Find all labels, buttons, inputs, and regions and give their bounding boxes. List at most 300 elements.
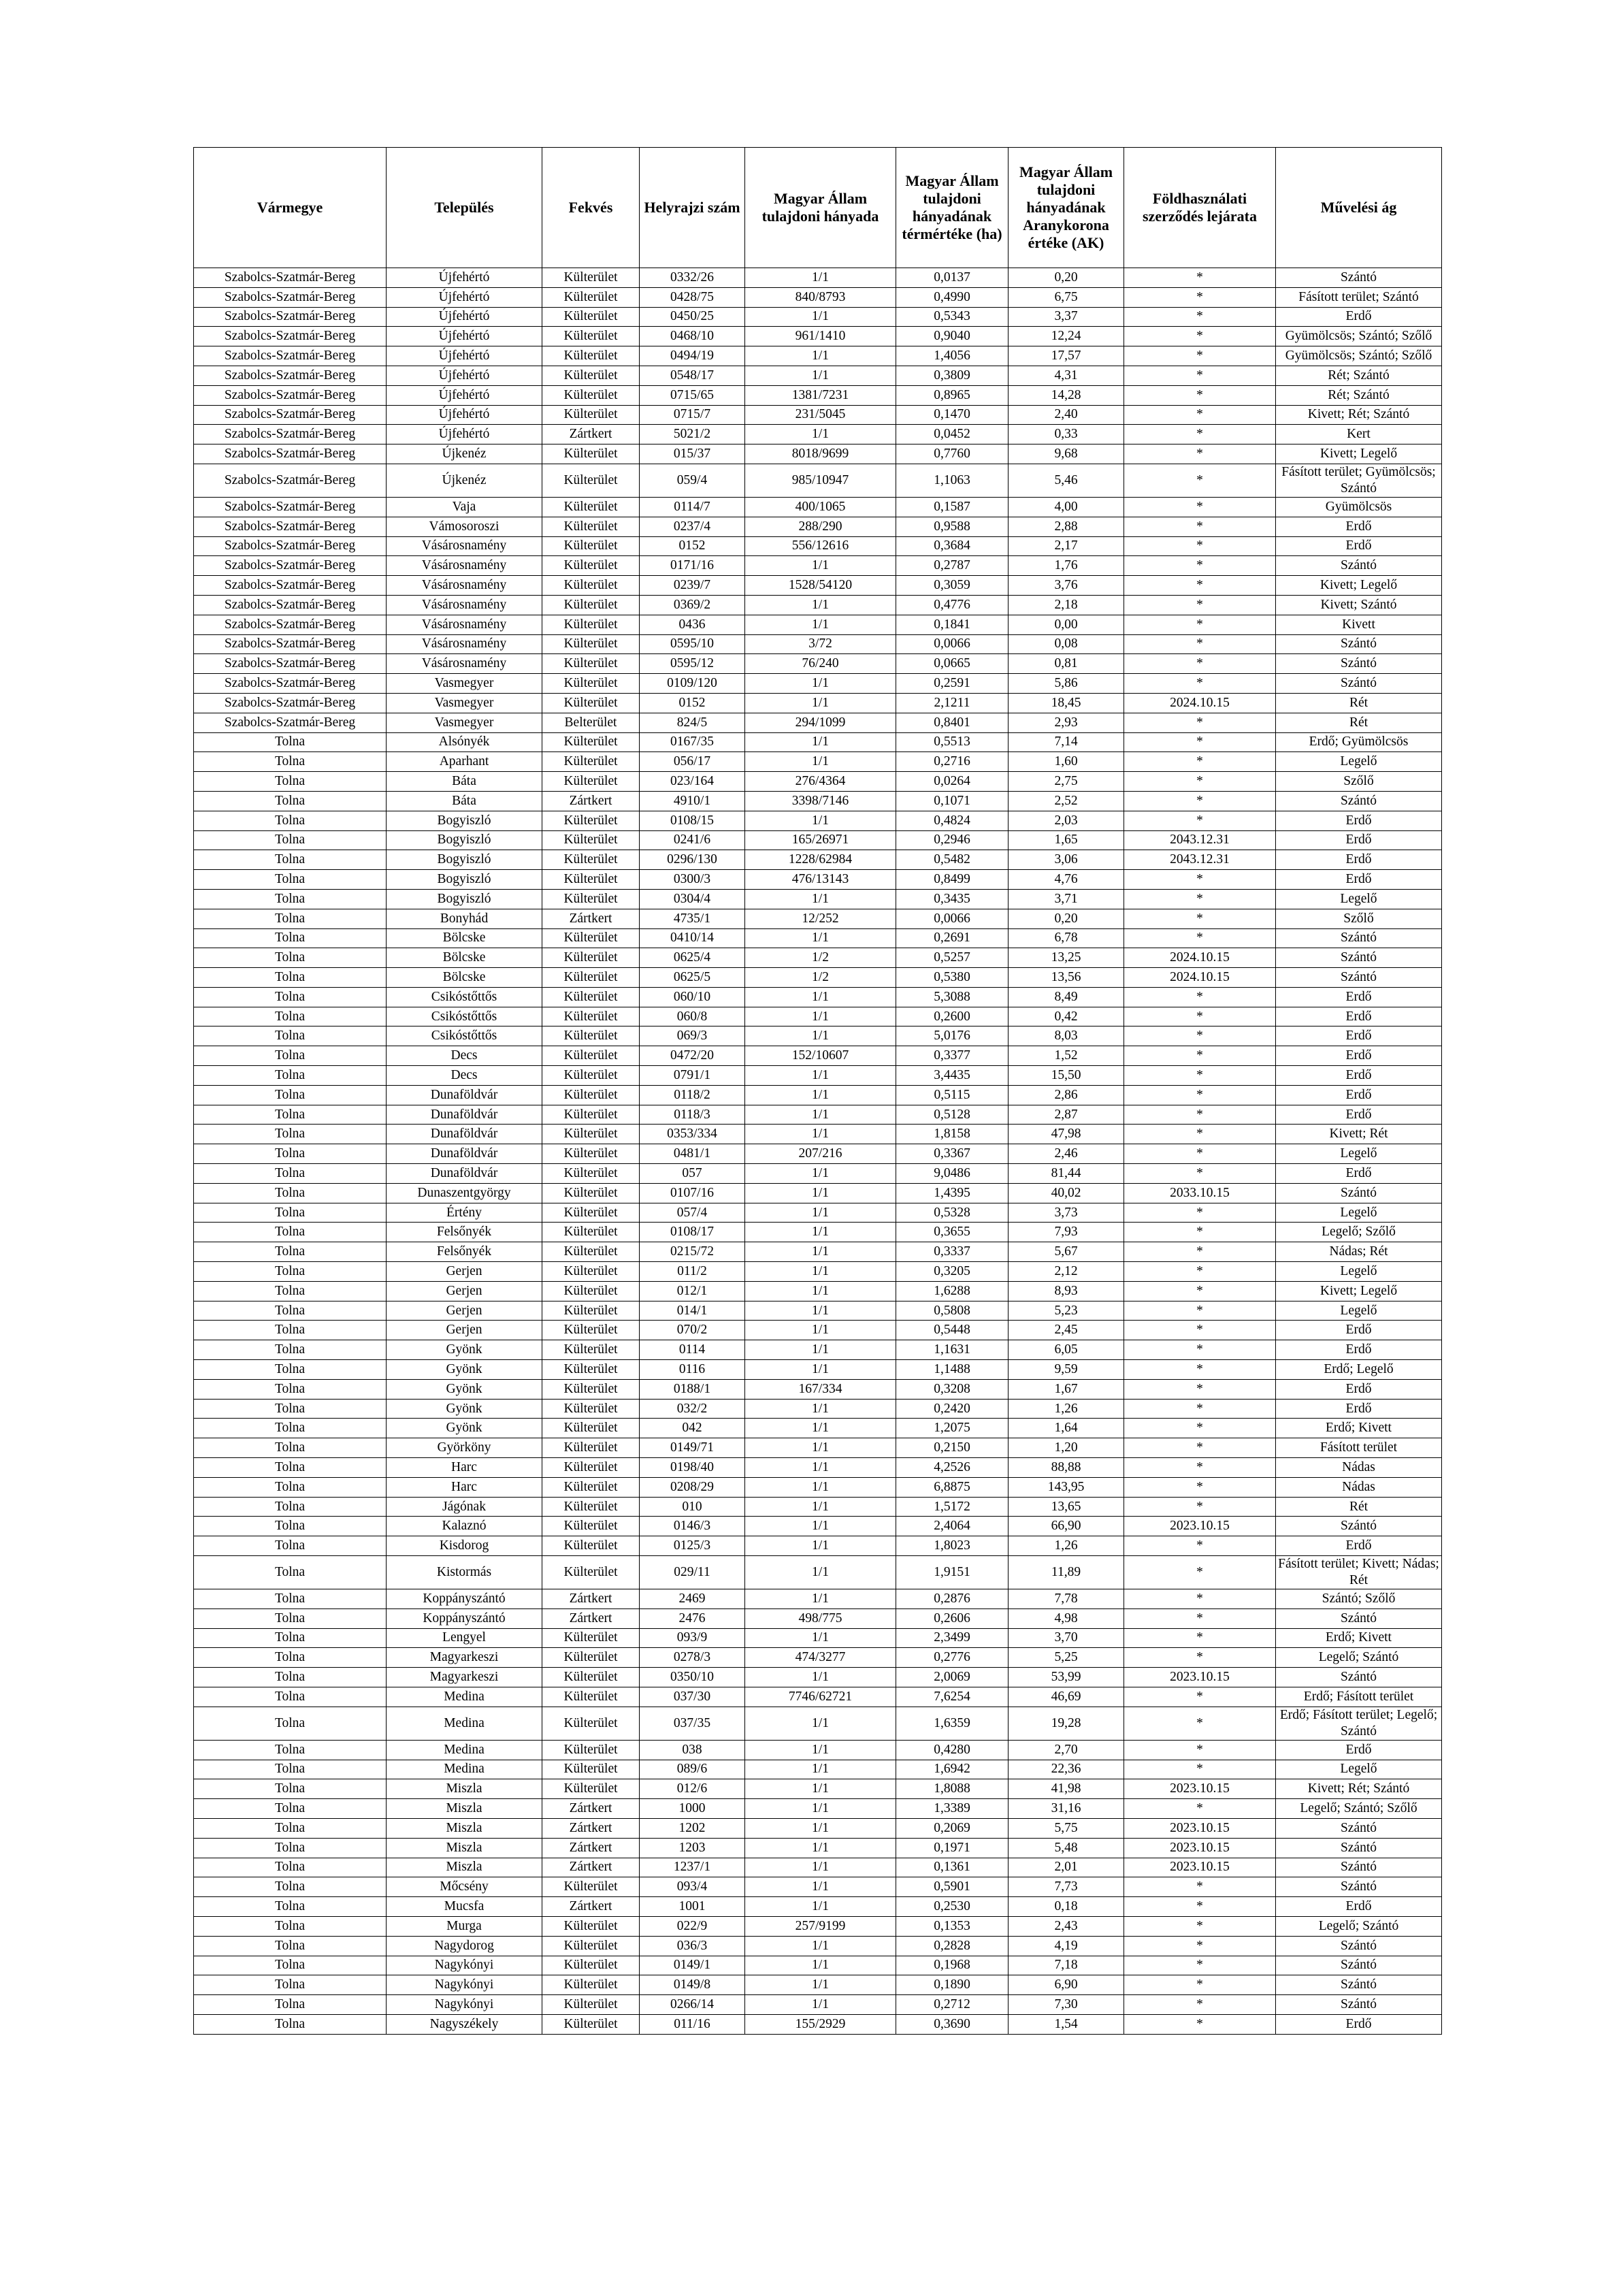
fekves-cell: Külterület	[542, 968, 640, 988]
varmegye-cell: Tolna	[194, 1497, 387, 1517]
muvelesi-ag-cell: Erdő	[1276, 1740, 1442, 1760]
fekves-cell: Külterület	[542, 1203, 640, 1223]
fekves-cell: Külterület	[542, 1995, 640, 2015]
termertek-cell: 9,0486	[896, 1164, 1009, 1184]
muvelesi-ag-cell: Nádas; Rét	[1276, 1242, 1442, 1262]
helyrajzi-szam-cell: 0146/3	[640, 1517, 745, 1536]
muvelesi-ag-cell: Szántó	[1276, 1975, 1442, 1995]
helyrajzi-szam-cell: 1000	[640, 1799, 745, 1819]
termertek-cell: 0,1353	[896, 1916, 1009, 1936]
telepules-cell: Miszla	[387, 1779, 542, 1799]
varmegye-cell: Szabolcs-Szatmár-Bereg	[194, 346, 387, 366]
termertek-cell: 0,5115	[896, 1085, 1009, 1105]
fekves-cell: Külterület	[542, 1046, 640, 1066]
tulajdoni-hanyad-cell: 1/2	[745, 948, 896, 968]
termertek-cell: 0,0137	[896, 268, 1009, 288]
termertek-cell: 0,8965	[896, 385, 1009, 405]
table-row	[194, 968, 1442, 988]
szerzodes-lejarata-cell: 2043.12.31	[1124, 830, 1276, 850]
varmegye-cell: Tolna	[194, 1321, 387, 1340]
termertek-cell: 0,3655	[896, 1223, 1009, 1242]
termertek-cell: 0,2828	[896, 1936, 1009, 1956]
table-row	[194, 268, 1442, 288]
telepules-cell: Báta	[387, 791, 542, 811]
aranykorona-cell: 8,49	[1009, 987, 1124, 1007]
fekves-cell: Külterület	[542, 1085, 640, 1105]
table-row	[194, 889, 1442, 909]
telepules-cell: Vásárosnamény	[387, 615, 542, 634]
tulajdoni-hanyad-cell: 1/1	[745, 1203, 896, 1223]
fekves-cell: Külterület	[542, 1281, 640, 1301]
termertek-cell: 0,1470	[896, 405, 1009, 425]
szerzodes-lejarata-cell: 2023.10.15	[1124, 1858, 1276, 1877]
helyrajzi-szam-cell: 0369/2	[640, 595, 745, 615]
tulajdoni-hanyad-cell: 1/1	[745, 366, 896, 385]
varmegye-cell: Tolna	[194, 732, 387, 752]
telepules-cell: Újkenéz	[387, 464, 542, 497]
termertek-cell: 0,8401	[896, 713, 1009, 732]
fekves-cell: Külterület	[542, 1340, 640, 1360]
aranykorona-cell: 5,25	[1009, 1648, 1124, 1668]
tulajdoni-hanyad-cell: 1/1	[745, 425, 896, 444]
table-row	[194, 1648, 1442, 1668]
muvelesi-ag-cell: Szántó	[1276, 928, 1442, 948]
tulajdoni-hanyad-cell: 1/1	[745, 1760, 896, 1779]
telepules-cell: Vásárosnamény	[387, 536, 542, 556]
tulajdoni-hanyad-cell: 1/1	[745, 1301, 896, 1321]
helyrajzi-szam-cell: 011/16	[640, 2014, 745, 2034]
telepules-cell: Vaja	[387, 497, 542, 517]
tulajdoni-hanyad-cell: 1/1	[745, 307, 896, 327]
varmegye-cell: Tolna	[194, 850, 387, 870]
table-row	[194, 948, 1442, 968]
muvelesi-ag-cell: Erdő	[1276, 1026, 1442, 1046]
muvelesi-ag-cell: Szántó	[1276, 674, 1442, 694]
helyrajzi-szam-cell: 0494/19	[640, 346, 745, 366]
tulajdoni-hanyad-cell: 1/1	[745, 752, 896, 772]
varmegye-cell: Tolna	[194, 1026, 387, 1046]
tulajdoni-hanyad-cell: 1/1	[745, 1399, 896, 1419]
tulajdoni-hanyad-cell: 1/1	[745, 1897, 896, 1917]
tulajdoni-hanyad-cell: 1/1	[745, 1105, 896, 1125]
helyrajzi-szam-cell: 0114	[640, 1340, 745, 1360]
helyrajzi-szam-cell: 0149/1	[640, 1956, 745, 1975]
szerzodes-lejarata-cell: *	[1124, 1301, 1276, 1321]
telepules-cell: Újfehértó	[387, 425, 542, 444]
telepules-cell: Magyarkeszi	[387, 1668, 542, 1687]
varmegye-cell: Tolna	[194, 1183, 387, 1203]
muvelesi-ag-cell: Erdő	[1276, 1340, 1442, 1360]
telepules-cell: Bölcske	[387, 968, 542, 988]
telepules-cell: Bogyiszló	[387, 830, 542, 850]
szerzodes-lejarata-cell: *	[1124, 287, 1276, 307]
muvelesi-ag-cell: Erdő	[1276, 870, 1442, 890]
fekves-cell: Külterület	[542, 1628, 640, 1648]
varmegye-cell: Tolna	[194, 948, 387, 968]
termertek-cell: 0,0066	[896, 909, 1009, 928]
aranykorona-cell: 14,28	[1009, 385, 1124, 405]
muvelesi-ag-cell: Szántó	[1276, 634, 1442, 654]
fekves-cell: Külterület	[542, 1517, 640, 1536]
tulajdoni-hanyad-cell: 1/1	[745, 1419, 896, 1438]
szerzodes-lejarata-cell: *	[1124, 517, 1276, 536]
fekves-cell: Külterület	[542, 634, 640, 654]
szerzodes-lejarata-cell: *	[1124, 1687, 1276, 1707]
tulajdoni-hanyad-cell: 1/1	[745, 1995, 896, 2015]
tulajdoni-hanyad-cell: 1/1	[745, 1085, 896, 1105]
varmegye-cell: Tolna	[194, 1838, 387, 1858]
aranykorona-cell: 2,93	[1009, 713, 1124, 732]
telepules-cell: Bogyiszló	[387, 850, 542, 870]
szerzodes-lejarata-cell: *	[1124, 1975, 1276, 1995]
muvelesi-ag-cell: Erdő	[1276, 1007, 1442, 1026]
telepules-cell: Újfehértó	[387, 385, 542, 405]
fekves-cell: Zártkert	[542, 1858, 640, 1877]
helyrajzi-szam-cell: 0625/5	[640, 968, 745, 988]
aranykorona-cell: 5,67	[1009, 1242, 1124, 1262]
varmegye-cell: Szabolcs-Szatmár-Bereg	[194, 693, 387, 713]
aranykorona-cell: 8,03	[1009, 1026, 1124, 1046]
fekves-cell: Zártkert	[542, 909, 640, 928]
termertek-cell: 0,5257	[896, 948, 1009, 968]
szerzodes-lejarata-cell: *	[1124, 1760, 1276, 1779]
termertek-cell: 1,1631	[896, 1340, 1009, 1360]
aranykorona-cell: 2,88	[1009, 517, 1124, 536]
termertek-cell: 1,5172	[896, 1497, 1009, 1517]
fekves-cell: Külterület	[542, 1007, 640, 1026]
varmegye-cell: Tolna	[194, 1301, 387, 1321]
telepules-cell: Értény	[387, 1203, 542, 1223]
telepules-cell: Vásárosnamény	[387, 556, 542, 576]
telepules-cell: Gerjen	[387, 1281, 542, 1301]
aranykorona-cell: 0,20	[1009, 909, 1124, 928]
tulajdoni-hanyad-cell: 1/1	[745, 615, 896, 634]
tulajdoni-hanyad-cell: 985/10947	[745, 464, 896, 497]
aranykorona-cell: 3,76	[1009, 576, 1124, 596]
muvelesi-ag-cell: Kivett; Legelő	[1276, 444, 1442, 464]
aranykorona-cell: 4,31	[1009, 366, 1124, 385]
telepules-cell: Bogyiszló	[387, 811, 542, 830]
fekves-cell: Külterület	[542, 1477, 640, 1497]
tulajdoni-hanyad-cell: 476/13143	[745, 870, 896, 890]
varmegye-cell: Szabolcs-Szatmár-Bereg	[194, 287, 387, 307]
tulajdoni-hanyad-cell: 1/1	[745, 1707, 896, 1740]
szerzodes-lejarata-cell: *	[1124, 987, 1276, 1007]
varmegye-cell: Tolna	[194, 1858, 387, 1877]
helyrajzi-szam-cell: 0167/35	[640, 732, 745, 752]
fekves-cell: Külterület	[542, 1536, 640, 1556]
muvelesi-ag-cell: Rét	[1276, 693, 1442, 713]
telepules-cell: Csikóstőttős	[387, 1026, 542, 1046]
telepules-cell: Medina	[387, 1707, 542, 1740]
termertek-cell: 0,5482	[896, 850, 1009, 870]
fekves-cell: Külterület	[542, 1360, 640, 1380]
table-row	[194, 713, 1442, 732]
aranykorona-cell: 1,67	[1009, 1379, 1124, 1399]
telepules-cell: Újfehértó	[387, 307, 542, 327]
fekves-cell: Zártkert	[542, 791, 640, 811]
telepules-cell: Györköny	[387, 1438, 542, 1458]
termertek-cell: 0,4990	[896, 287, 1009, 307]
helyrajzi-szam-cell: 1237/1	[640, 1858, 745, 1877]
fekves-cell: Külterület	[542, 2014, 640, 2034]
muvelesi-ag-cell: Nádas	[1276, 1458, 1442, 1478]
table-row	[194, 1779, 1442, 1799]
table-row	[194, 2014, 1442, 2034]
tulajdoni-hanyad-cell: 1/1	[745, 346, 896, 366]
helyrajzi-szam-cell: 2469	[640, 1589, 745, 1609]
varmegye-cell: Tolna	[194, 1419, 387, 1438]
szerzodes-lejarata-cell: *	[1124, 1877, 1276, 1897]
fekves-cell: Külterület	[542, 1556, 640, 1589]
tulajdoni-hanyad-cell: 1/1	[745, 1589, 896, 1609]
helyrajzi-szam-cell: 0595/12	[640, 654, 745, 674]
telepules-cell: Gyönk	[387, 1399, 542, 1419]
header-muvelesi-ag: Művelési ág	[1276, 148, 1442, 268]
helyrajzi-szam-cell: 093/9	[640, 1628, 745, 1648]
table-row	[194, 1066, 1442, 1086]
fekves-cell: Külterület	[542, 889, 640, 909]
muvelesi-ag-cell: Szántó	[1276, 1956, 1442, 1975]
varmegye-cell: Szabolcs-Szatmár-Bereg	[194, 576, 387, 596]
termertek-cell: 0,2069	[896, 1818, 1009, 1838]
szerzodes-lejarata-cell: *	[1124, 1360, 1276, 1380]
telepules-cell: Harc	[387, 1458, 542, 1478]
szerzodes-lejarata-cell: *	[1124, 1897, 1276, 1917]
telepules-cell: Koppányszántó	[387, 1608, 542, 1628]
tulajdoni-hanyad-cell: 1/1	[745, 1477, 896, 1497]
termertek-cell: 0,3337	[896, 1242, 1009, 1262]
telepules-cell: Vásárosnamény	[387, 654, 542, 674]
table-row	[194, 517, 1442, 536]
tulajdoni-hanyad-cell: 152/10607	[745, 1046, 896, 1066]
table-row	[194, 1281, 1442, 1301]
fekves-cell: Külterület	[542, 1125, 640, 1144]
helyrajzi-szam-cell: 0125/3	[640, 1536, 745, 1556]
table-row	[194, 1687, 1442, 1707]
szerzodes-lejarata-cell: *	[1124, 870, 1276, 890]
telepules-cell: Gyönk	[387, 1340, 542, 1360]
table-row	[194, 1956, 1442, 1975]
varmegye-cell: Tolna	[194, 1936, 387, 1956]
telepules-cell: Harc	[387, 1477, 542, 1497]
helyrajzi-szam-cell: 042	[640, 1419, 745, 1438]
helyrajzi-szam-cell: 089/6	[640, 1760, 745, 1779]
termertek-cell: 0,3205	[896, 1262, 1009, 1282]
szerzodes-lejarata-cell: *	[1124, 732, 1276, 752]
muvelesi-ag-cell: Gyümölcsös; Szántó; Szőlő	[1276, 327, 1442, 346]
header-tulajdoni-hanyad: Magyar Állam tulajdoni hányada	[745, 148, 896, 268]
tulajdoni-hanyad-cell: 840/8793	[745, 287, 896, 307]
table-row	[194, 1975, 1442, 1995]
szerzodes-lejarata-cell: *	[1124, 1648, 1276, 1668]
varmegye-cell: Szabolcs-Szatmár-Bereg	[194, 405, 387, 425]
szerzodes-lejarata-cell: *	[1124, 1536, 1276, 1556]
termertek-cell: 0,1968	[896, 1956, 1009, 1975]
fekves-cell: Zártkert	[542, 1838, 640, 1858]
szerzodes-lejarata-cell: *	[1124, 1419, 1276, 1438]
muvelesi-ag-cell: Fásított terület	[1276, 1438, 1442, 1458]
szerzodes-lejarata-cell: 2024.10.15	[1124, 968, 1276, 988]
muvelesi-ag-cell: Kivett	[1276, 615, 1442, 634]
tulajdoni-hanyad-cell: 1/1	[745, 1262, 896, 1282]
table-row	[194, 1144, 1442, 1164]
helyrajzi-szam-cell: 0350/10	[640, 1668, 745, 1687]
tulajdoni-hanyad-cell: 1/1	[745, 1066, 896, 1086]
varmegye-cell: Tolna	[194, 1105, 387, 1125]
helyrajzi-szam-cell: 070/2	[640, 1321, 745, 1340]
termertek-cell: 3,4435	[896, 1066, 1009, 1086]
varmegye-cell: Szabolcs-Szatmár-Bereg	[194, 425, 387, 444]
aranykorona-cell: 2,18	[1009, 595, 1124, 615]
fekves-cell: Külterület	[542, 1668, 640, 1687]
telepules-cell: Gerjen	[387, 1262, 542, 1282]
tulajdoni-hanyad-cell: 1/1	[745, 1281, 896, 1301]
tulajdoni-hanyad-cell: 1/1	[745, 1936, 896, 1956]
helyrajzi-szam-cell: 0108/15	[640, 811, 745, 830]
tulajdoni-hanyad-cell: 165/26971	[745, 830, 896, 850]
termertek-cell: 0,2420	[896, 1399, 1009, 1419]
tulajdoni-hanyad-cell: 231/5045	[745, 405, 896, 425]
varmegye-cell: Tolna	[194, 1477, 387, 1497]
helyrajzi-szam-cell: 824/5	[640, 713, 745, 732]
aranykorona-cell: 2,75	[1009, 772, 1124, 792]
szerzodes-lejarata-cell: *	[1124, 307, 1276, 327]
aranykorona-cell: 4,19	[1009, 1936, 1124, 1956]
termertek-cell: 0,1890	[896, 1975, 1009, 1995]
telepules-cell: Dunaföldvár	[387, 1085, 542, 1105]
table-row	[194, 752, 1442, 772]
table-row	[194, 1740, 1442, 1760]
varmegye-cell: Szabolcs-Szatmár-Bereg	[194, 327, 387, 346]
fekves-cell: Külterület	[542, 674, 640, 694]
szerzodes-lejarata-cell: *	[1124, 1164, 1276, 1184]
termertek-cell: 1,8088	[896, 1779, 1009, 1799]
muvelesi-ag-cell: Erdő	[1276, 1399, 1442, 1419]
tulajdoni-hanyad-cell: 1/1	[745, 268, 896, 288]
aranykorona-cell: 2,87	[1009, 1105, 1124, 1125]
helyrajzi-szam-cell: 057	[640, 1164, 745, 1184]
tulajdoni-hanyad-cell: 1/1	[745, 1779, 896, 1799]
muvelesi-ag-cell: Fásított terület; Gyümölcsös; Szántó	[1276, 464, 1442, 497]
aranykorona-cell: 1,52	[1009, 1046, 1124, 1066]
termertek-cell: 0,2787	[896, 556, 1009, 576]
aranykorona-cell: 4,76	[1009, 870, 1124, 890]
szerzodes-lejarata-cell: *	[1124, 1936, 1276, 1956]
termertek-cell: 0,4280	[896, 1740, 1009, 1760]
helyrajzi-szam-cell: 0410/14	[640, 928, 745, 948]
aranykorona-cell: 22,36	[1009, 1760, 1124, 1779]
tulajdoni-hanyad-cell: 1/2	[745, 968, 896, 988]
tulajdoni-hanyad-cell: 1/1	[745, 693, 896, 713]
fekves-cell: Külterület	[542, 1242, 640, 1262]
aranykorona-cell: 6,75	[1009, 287, 1124, 307]
aranykorona-cell: 5,48	[1009, 1838, 1124, 1858]
telepules-cell: Murga	[387, 1916, 542, 1936]
muvelesi-ag-cell: Erdő; Kivett	[1276, 1628, 1442, 1648]
muvelesi-ag-cell: Erdő	[1276, 1379, 1442, 1399]
tulajdoni-hanyad-cell: 1/1	[745, 1242, 896, 1262]
tulajdoni-hanyad-cell: 1/1	[745, 1858, 896, 1877]
telepules-cell: Kalaznó	[387, 1517, 542, 1536]
fekves-cell: Külterület	[542, 1438, 640, 1458]
aranykorona-cell: 2,86	[1009, 1085, 1124, 1105]
varmegye-cell: Tolna	[194, 1956, 387, 1975]
varmegye-cell: Tolna	[194, 1262, 387, 1282]
muvelesi-ag-cell: Legelő	[1276, 1760, 1442, 1779]
termertek-cell: 4,2526	[896, 1458, 1009, 1478]
termertek-cell: 0,3684	[896, 536, 1009, 556]
termertek-cell: 0,5380	[896, 968, 1009, 988]
termertek-cell: 0,1587	[896, 497, 1009, 517]
fekves-cell: Külterület	[542, 385, 640, 405]
muvelesi-ag-cell: Erdő; Gyümölcsös	[1276, 732, 1442, 752]
fekves-cell: Külterület	[542, 732, 640, 752]
tulajdoni-hanyad-cell: 1/1	[745, 1975, 896, 1995]
helyrajzi-szam-cell: 0215/72	[640, 1242, 745, 1262]
termertek-cell: 1,3389	[896, 1799, 1009, 1819]
helyrajzi-szam-cell: 0436	[640, 615, 745, 634]
muvelesi-ag-cell: Szőlő	[1276, 772, 1442, 792]
helyrajzi-szam-cell: 0237/4	[640, 517, 745, 536]
varmegye-cell: Tolna	[194, 1281, 387, 1301]
aranykorona-cell: 143,95	[1009, 1477, 1124, 1497]
termertek-cell: 0,3435	[896, 889, 1009, 909]
szerzodes-lejarata-cell: *	[1124, 1242, 1276, 1262]
helyrajzi-szam-cell: 0108/17	[640, 1223, 745, 1242]
table-row	[194, 366, 1442, 385]
table-row	[194, 1242, 1442, 1262]
table-row	[194, 1995, 1442, 2015]
telepules-cell: Vasmegyer	[387, 674, 542, 694]
szerzodes-lejarata-cell: *	[1124, 1497, 1276, 1517]
fekves-cell: Belterület	[542, 713, 640, 732]
table-row	[194, 1262, 1442, 1282]
szerzodes-lejarata-cell: *	[1124, 346, 1276, 366]
fekves-cell: Külterület	[542, 444, 640, 464]
aranykorona-cell: 2,12	[1009, 1262, 1124, 1282]
aranykorona-cell: 12,24	[1009, 327, 1124, 346]
telepules-cell: Nagykónyi	[387, 1956, 542, 1975]
table-row	[194, 1046, 1442, 1066]
termertek-cell: 0,3208	[896, 1379, 1009, 1399]
helyrajzi-szam-cell: 0304/4	[640, 889, 745, 909]
table-row	[194, 732, 1442, 752]
fekves-cell: Külterület	[542, 517, 640, 536]
szerzodes-lejarata-cell: *	[1124, 1799, 1276, 1819]
helyrajzi-szam-cell: 0450/25	[640, 307, 745, 327]
muvelesi-ag-cell: Szántó	[1276, 1936, 1442, 1956]
helyrajzi-szam-cell: 0468/10	[640, 327, 745, 346]
table-row	[194, 346, 1442, 366]
aranykorona-cell: 13,56	[1009, 968, 1124, 988]
szerzodes-lejarata-cell: 2023.10.15	[1124, 1818, 1276, 1838]
muvelesi-ag-cell: Szántó	[1276, 1183, 1442, 1203]
helyrajzi-szam-cell: 0481/1	[640, 1144, 745, 1164]
varmegye-cell: Szabolcs-Szatmár-Bereg	[194, 595, 387, 615]
szerzodes-lejarata-cell: *	[1124, 1262, 1276, 1282]
varmegye-cell: Szabolcs-Szatmár-Bereg	[194, 615, 387, 634]
table-row	[194, 556, 1442, 576]
helyrajzi-szam-cell: 0428/75	[640, 287, 745, 307]
aranykorona-cell: 3,06	[1009, 850, 1124, 870]
szerzodes-lejarata-cell: *	[1124, 327, 1276, 346]
tulajdoni-hanyad-cell: 1/1	[745, 1556, 896, 1589]
varmegye-cell: Tolna	[194, 1707, 387, 1740]
fekves-cell: Külterület	[542, 497, 640, 517]
muvelesi-ag-cell: Legelő	[1276, 889, 1442, 909]
szerzodes-lejarata-cell: *	[1124, 811, 1276, 830]
